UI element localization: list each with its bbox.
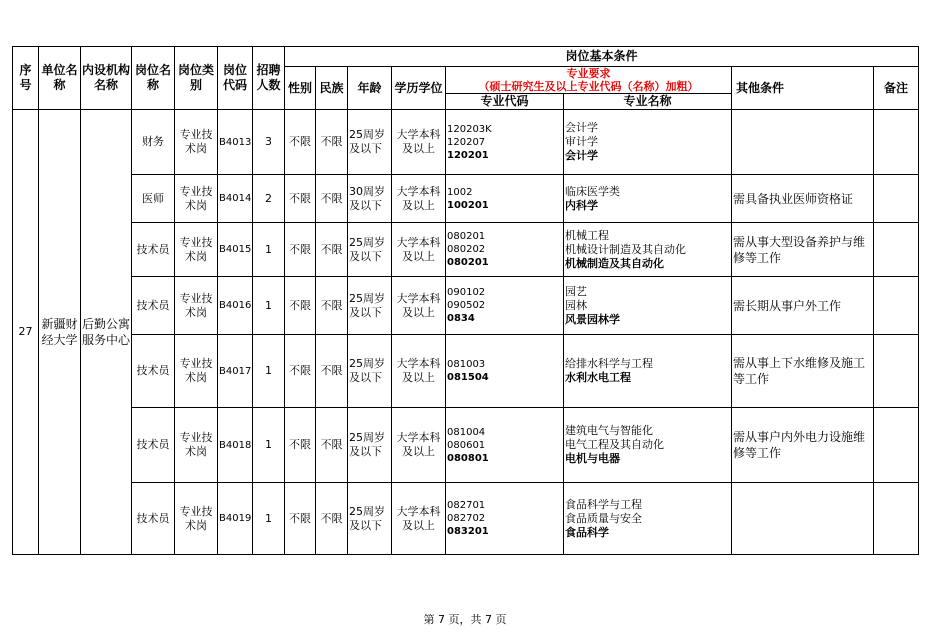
post-name-cell: 技术员 [132, 277, 175, 335]
major-name: 审计学 [565, 135, 598, 148]
major-name-bold: 机械制造及其自动化 [565, 256, 664, 270]
post-type-cell: 专业技术岗 [175, 223, 218, 277]
post-code-cell: B4013 [218, 110, 253, 175]
major-code-bold: 081504 [447, 372, 489, 383]
table-row [13, 408, 919, 483]
header-major-code: 专业代码 [446, 94, 564, 110]
major-name: 给排水科学与工程 [565, 357, 653, 370]
table-row [13, 483, 919, 555]
post-name-cell: 技术员 [132, 335, 175, 408]
table-row [13, 335, 919, 408]
major-code: 090502 [447, 300, 486, 311]
header-post-name: 岗位名称 [132, 47, 175, 110]
other-conditions-cell: 需长期从事户外工作 [732, 277, 874, 335]
major-code-cell [446, 277, 564, 335]
major-name-bold: 水利水电工程 [565, 371, 631, 384]
header-seq: 序号 [13, 47, 39, 110]
page-footer: 第 7 页，共 7 页 [423, 613, 507, 626]
major-name-cell [564, 110, 732, 175]
header-dept: 内设机构名称 [81, 47, 132, 110]
major-code-bold: 080201 [447, 257, 489, 268]
ethnicity-cell: 不限 [316, 408, 348, 483]
major-code: 080202 [447, 244, 486, 255]
major-name: 园艺 [565, 284, 587, 298]
age-cell: 25周岁及以下 [348, 277, 392, 335]
major-name-bold: 电机与电器 [565, 452, 620, 465]
post-name-cell: 医师 [132, 175, 175, 223]
header-age: 年龄 [348, 67, 392, 110]
header-unit: 单位名称 [39, 47, 81, 110]
header-post-code: 岗位代码 [218, 47, 253, 110]
major-name: 园林 [565, 298, 587, 312]
hire-count-cell: 1 [253, 408, 285, 483]
header-major-name: 专业名称 [564, 94, 732, 110]
major-name-cell [564, 483, 732, 555]
post-code-cell: B4015 [218, 223, 253, 277]
recruitment-table [12, 46, 919, 555]
other-conditions-cell: 需从事大型设备养护与维修等工作 [732, 223, 874, 277]
unit-cell: 新疆财经大学 [39, 110, 81, 555]
remark-cell [874, 408, 919, 483]
gender-cell: 不限 [285, 408, 316, 483]
ethnicity-cell: 不限 [316, 483, 348, 555]
post-code-cell: B4018 [218, 408, 253, 483]
major-name: 临床医学类 [565, 184, 620, 198]
major-code-cell [446, 335, 564, 408]
post-code-cell: B4014 [218, 175, 253, 223]
header-basic-conditions: 岗位基本条件 [285, 47, 919, 67]
major-req-title: 专业要求 [566, 67, 611, 80]
hire-count-cell: 1 [253, 335, 285, 408]
remark-cell [874, 223, 919, 277]
major-code: 081004 [447, 426, 486, 438]
major-code: 080601 [447, 439, 486, 451]
hire-count-cell: 1 [253, 483, 285, 555]
education-cell: 大学本科及以上 [392, 175, 446, 223]
remark-cell [874, 335, 919, 408]
major-code: 082701 [447, 500, 486, 511]
other-conditions-cell [732, 110, 874, 175]
post-name-cell: 技术员 [132, 483, 175, 555]
hire-count-cell: 2 [253, 175, 285, 223]
post-name-cell: 财务 [132, 110, 175, 175]
remark-cell [874, 483, 919, 555]
gender-cell: 不限 [285, 335, 316, 408]
header-hire-count: 招聘人数 [253, 47, 285, 110]
education-cell: 大学本科及以上 [392, 110, 446, 175]
age-cell: 25周岁及以下 [348, 223, 392, 277]
post-name-cell: 技术员 [132, 408, 175, 483]
remark-cell [874, 110, 919, 175]
major-name-cell [564, 277, 732, 335]
post-type-cell: 专业技术岗 [175, 335, 218, 408]
major-code-bold: 0834 [447, 313, 475, 324]
education-cell: 大学本科及以上 [392, 483, 446, 555]
other-conditions-cell: 需从事上下水维修及施工等工作 [732, 335, 874, 408]
gender-cell: 不限 [285, 175, 316, 223]
major-name: 食品科学与工程 [565, 497, 642, 511]
table-row [13, 110, 919, 175]
post-type-cell: 专业技术岗 [175, 277, 218, 335]
gender-cell: 不限 [285, 277, 316, 335]
remark-cell [874, 277, 919, 335]
major-code-bold: 120201 [447, 149, 489, 161]
header-gender: 性别 [285, 67, 316, 110]
header-post-type: 岗位类别 [175, 47, 218, 110]
major-name-cell [564, 335, 732, 408]
major-name: 机械设计制造及其自动化 [565, 242, 686, 256]
other-conditions-cell [732, 483, 874, 555]
age-cell: 25周岁及以下 [348, 483, 392, 555]
major-code: 080201 [447, 231, 486, 242]
major-name: 建筑电气与智能化 [565, 424, 653, 437]
major-code: 1002 [447, 186, 473, 198]
education-cell: 大学本科及以上 [392, 408, 446, 483]
education-cell: 大学本科及以上 [392, 223, 446, 277]
post-type-cell: 专业技术岗 [175, 483, 218, 555]
major-name-bold: 内科学 [565, 198, 598, 212]
major-name: 会计学 [565, 121, 598, 134]
table-row [13, 175, 919, 223]
major-req-note: （硕士研究生及以上专业代码（名称）加粗） [478, 80, 699, 93]
gender-cell: 不限 [285, 223, 316, 277]
major-code: 120207 [447, 136, 486, 148]
post-type-cell: 专业技术岗 [175, 408, 218, 483]
ethnicity-cell: 不限 [316, 110, 348, 175]
ethnicity-cell: 不限 [316, 277, 348, 335]
major-name: 食品质量与安全 [565, 511, 642, 525]
gender-cell: 不限 [285, 110, 316, 175]
education-cell: 大学本科及以上 [392, 335, 446, 408]
dept-cell: 后勤公寓服务中心 [81, 110, 132, 555]
post-code-cell: B4019 [218, 483, 253, 555]
age-cell: 30周岁及以下 [348, 175, 392, 223]
table-row [13, 223, 919, 277]
age-cell: 25周岁及以下 [348, 335, 392, 408]
major-name-cell [564, 175, 732, 223]
post-code-cell: B4016 [218, 277, 253, 335]
post-type-cell: 专业技术岗 [175, 175, 218, 223]
remark-cell [874, 175, 919, 223]
major-code-cell [446, 483, 564, 555]
major-name-bold: 食品科学 [565, 525, 609, 539]
major-code-bold: 083201 [447, 526, 489, 537]
hire-count-cell: 1 [253, 277, 285, 335]
ethnicity-cell: 不限 [316, 335, 348, 408]
major-name: 机械工程 [565, 228, 609, 242]
header-other: 其他条件 [732, 67, 874, 110]
ethnicity-cell: 不限 [316, 223, 348, 277]
seq-cell: 27 [13, 110, 39, 555]
hire-count-cell: 1 [253, 223, 285, 277]
post-code-cell: B4017 [218, 335, 253, 408]
major-code-bold: 080801 [447, 452, 489, 464]
major-name: 电气工程及其自动化 [565, 438, 664, 451]
other-conditions-cell: 需具备执业医师资格证 [732, 175, 874, 223]
post-type-cell: 专业技术岗 [175, 110, 218, 175]
major-code: 081003 [447, 359, 486, 370]
major-name-bold: 会计学 [565, 149, 598, 162]
other-conditions-cell: 需从事户内外电力设施维修等工作 [732, 408, 874, 483]
header-major-requirement [446, 67, 732, 94]
table-row [13, 277, 919, 335]
age-cell: 25周岁及以下 [348, 408, 392, 483]
header-ethnicity: 民族 [316, 67, 348, 110]
major-code-cell [446, 223, 564, 277]
major-code: 082702 [447, 513, 486, 524]
major-code-bold: 100201 [447, 199, 489, 211]
major-name-bold: 风景园林学 [565, 312, 620, 326]
hire-count-cell: 3 [253, 110, 285, 175]
major-code: 120203K [447, 123, 492, 135]
major-code-cell [446, 110, 564, 175]
education-cell: 大学本科及以上 [392, 277, 446, 335]
age-cell: 25周岁及以下 [348, 110, 392, 175]
ethnicity-cell: 不限 [316, 175, 348, 223]
major-code-cell [446, 408, 564, 483]
header-remark: 备注 [874, 67, 919, 110]
major-code-cell [446, 175, 564, 223]
header-education: 学历学位 [392, 67, 446, 110]
major-name-cell [564, 223, 732, 277]
post-name-cell: 技术员 [132, 223, 175, 277]
major-code: 090102 [447, 287, 486, 298]
gender-cell: 不限 [285, 483, 316, 555]
major-name-cell [564, 408, 732, 483]
